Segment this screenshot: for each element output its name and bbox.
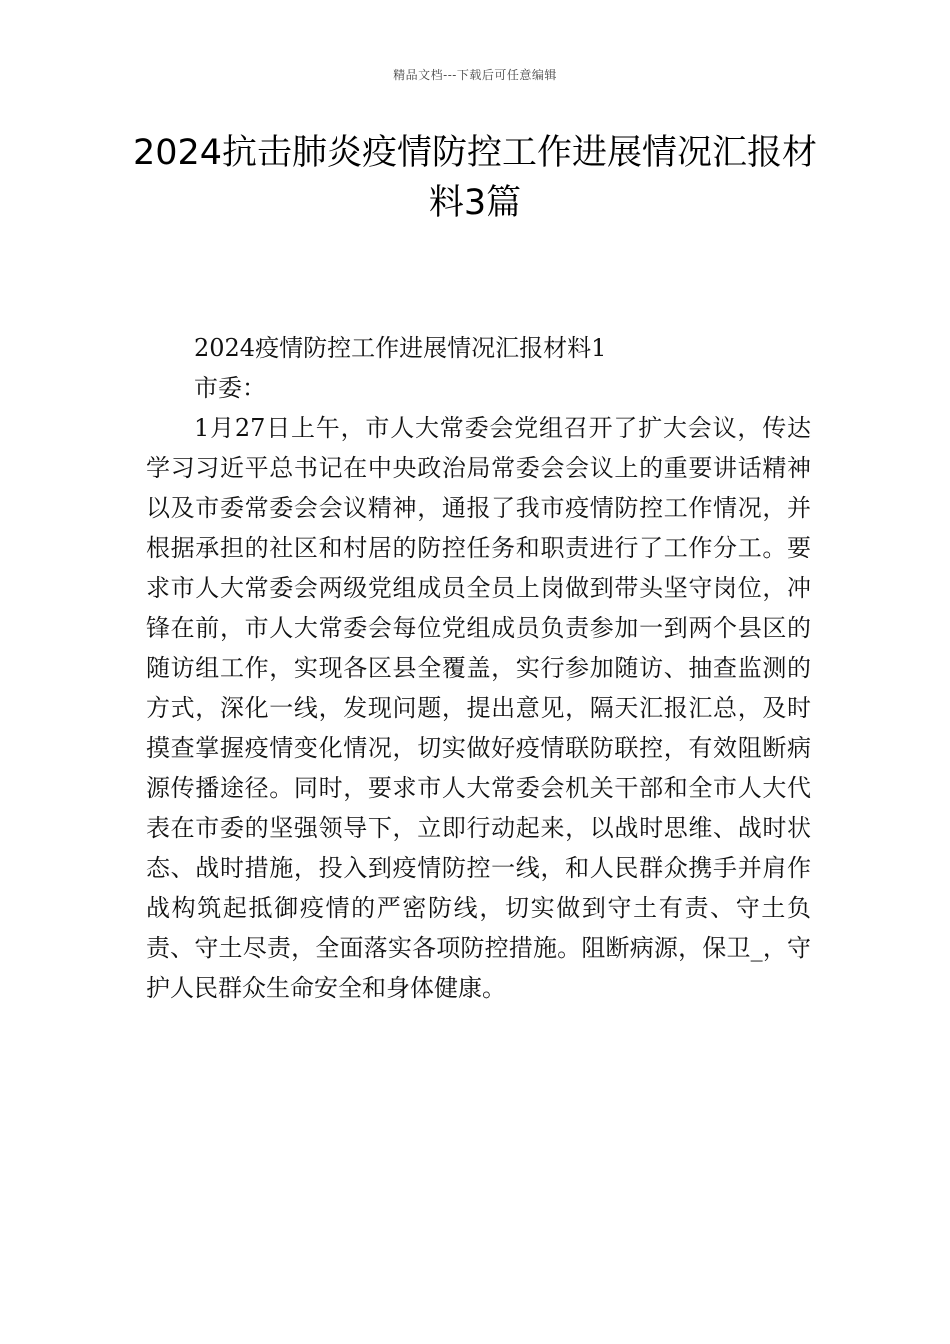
document-body [146,328,811,1008]
page-header: 精品文档---下载后可任意编辑 [393,68,557,82]
salutation: 市委： [194,374,266,402]
body-paragraph: 1月27日上午，市人大常委会党组召开了扩大会议，传达学习习近平总书记在中央政治局常委会会议上的重要讲话精神以及市委常委会会议精神，通报了我市疫情防控工作情况，并根据承担的社区和村居的防控任务和职责进行了工作分工。要求市人大常委会两级党组成员全员上岗做到带头坚守岗位，冲锋在前，市人大常委会每位党组成员负责参加一到两个县区的随访组工作，实现各区县全覆盖，实行参加随访、抽查监测的方式，深化一线，发现问题，提出意见，隔天汇报汇总，及时摸查掌握疫情变化情况，切实做好疫情联防联控，有效阻断病源传播途径。同时，要求市人大常委会机关干部和全市人大代表在市委的坚强领导下，立即行动起来，以战时思维、战时状态、战时措施，投入到疫情防控一线，和人民群众携手并肩作战构筑起抵御疫情的严密防线，切实做到守土有责、守土负责、守土尽责，全面落实各项防控措施。阻断病源，保卫_，守护人民群众生命安全和身体健康。 [146,414,811,1002]
section-subtitle: 2024疫情防控工作进展情况汇报材料1 [194,334,607,362]
document-title: 2024抗击肺炎疫情防控工作进展情况汇报材料3篇 [132,133,818,223]
